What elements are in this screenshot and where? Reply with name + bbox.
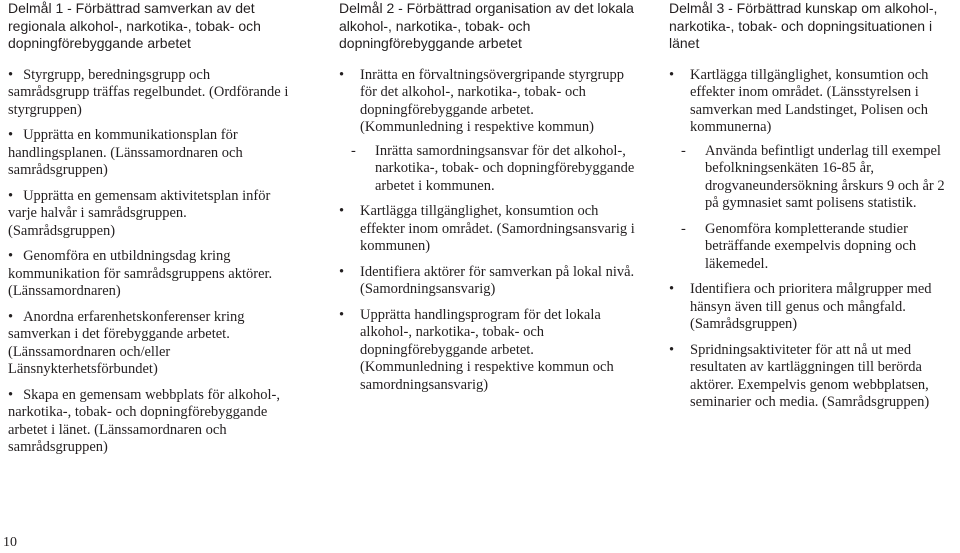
column-goal-2: [339, 0, 635, 402]
list-item-text: Identifiera och prioritera målgrupper med hänsyn även till genus och mångfald. (Samrådsgruppen): [690, 281, 932, 332]
list-item-text: Skapa en gemensam webbplats för alkohol-, narkotika-, tobak- och dopningförebyggande arbetet i länet. (Länssamordnaren och samrådsgruppen): [8, 386, 280, 455]
list-item-text: Genomföra en utbildningsdag kring kommunikation för samrådsgruppens aktörer. (Länssamordnaren): [8, 248, 273, 299]
list-item-text: Anordna erfarenhetskonferenser kring samverkan i det förebyggande arbetet. (Länssamordnaren och/eller Länsnykterhetsförbundet): [8, 308, 245, 377]
dash-icon: -: [351, 142, 356, 159]
list-item: [339, 203, 635, 256]
bullet-icon: •: [339, 306, 345, 323]
goal-2-list: [339, 67, 635, 395]
bullet-icon: •: [8, 386, 14, 403]
list-item: [669, 342, 955, 412]
list-item-text: Kartlägga tillgänglighet, konsumtion och effekter inom området. (Samordningsansvarig i kommunen): [360, 203, 635, 254]
list-item: [669, 67, 955, 274]
goal-1-list: [8, 67, 294, 457]
list-item: [8, 127, 294, 180]
sub-item-text: Inrätta samordningsansvar för det alkohol-, narkotika-, tobak- och dopningförebyggande arbetet i kommunen.: [375, 142, 635, 194]
bullet-icon: •: [669, 281, 675, 297]
column-goal-3: [669, 0, 955, 420]
page-number: 10: [3, 535, 17, 550]
list-item-text: Upprätta en kommunikationsplan för handlingsplanen. (Länssamordnaren och samrådsgruppen): [8, 127, 243, 178]
list-item-text: Inrätta en förvaltningsövergripande styrgrupp för det alkohol-, narkotika-, tobak- och dopningförebyggande arbetet. (Kommunledning i respektive kommun): [360, 66, 625, 135]
list-item: [339, 264, 635, 299]
list-item-text: Styrgrupp, beredningsgrupp och samrådsgrupp träffas regelbundet. (Ordförande i styrgruppen): [8, 66, 289, 118]
list-item: [8, 188, 294, 241]
list-item-text: Upprätta en gemensam aktivitetsplan inför varje halvår i samrådsgruppen. (Samrådsgruppen): [8, 187, 271, 239]
bullet-icon: •: [669, 341, 675, 358]
bullet-icon: •: [339, 203, 345, 219]
goal-2-heading: Delmål 2 - Förbättrad organisation av det lokala alkohol-, narkotika-, tobak- och dopningförebyggande arbetet: [339, 0, 634, 51]
bullet-icon: •: [339, 66, 345, 83]
list-item-text: Upprätta handlingsprogram för det lokala alkohol-, narkotika-, tobak- och dopningförebyggande arbetet. (Kommunledning i respektive kommun och samordningsansvarig): [360, 306, 614, 393]
list-item: [669, 281, 955, 334]
list-item: [8, 309, 294, 379]
list-item: [339, 307, 635, 395]
sub-item: [339, 143, 635, 196]
bullet-icon: •: [8, 248, 14, 264]
bullet-icon: •: [8, 187, 14, 204]
bullet-icon: •: [669, 66, 675, 83]
bullet-icon: •: [339, 263, 345, 280]
bullet-icon: •: [8, 308, 14, 325]
list-item-text: Kartlägga tillgänglighet, konsumtion och effekter inom området. (Länsstyrelsen i samverkan med Landstinget, Polisen och kommunerna): [690, 66, 929, 135]
dash-icon: -: [681, 142, 686, 159]
list-item: [8, 387, 294, 457]
list-item: [8, 67, 294, 120]
sub-item-text: Genomföra kompletterande studier beträffande exempelvis dopning och läkemedel.: [705, 220, 917, 272]
dash-icon: -: [681, 220, 686, 237]
bullet-icon: •: [8, 66, 14, 83]
list-item: [339, 67, 635, 196]
bullet-icon: •: [8, 127, 14, 143]
goal-1-heading: Delmål 1 - Förbättrad samverkan av det regionala alkohol-, narkotika-, tobak- och dopningförebyggande arbetet: [8, 0, 261, 51]
goal-3-heading: Delmål 3 - Förbättrad kunskap om alkohol-, narkotika-, tobak- och dopningsituationen i länet: [669, 0, 938, 51]
sub-item-text: Använda befintligt underlag till exempel befolkningsenkäten 16-85 år, drogvaneundersökning årskurs 9 och år 2 på gymnasiet samt polisens statistik.: [705, 142, 945, 211]
list-item-text: Identifiera aktörer för samverkan på lokal nivå. (Samordningsansvarig): [360, 263, 635, 297]
list-item-text: Spridningsaktiviteter för att nå ut med resultaten av kartläggningen till berörda aktörer. Exempelvis genom webbplatsen, seminarier och media. (Samrådsgruppen): [690, 341, 930, 410]
sub-item: [669, 221, 955, 274]
goal-3-list: [669, 67, 955, 412]
column-goal-1: [8, 0, 294, 465]
sub-item: [669, 143, 955, 213]
list-item: [8, 248, 294, 301]
